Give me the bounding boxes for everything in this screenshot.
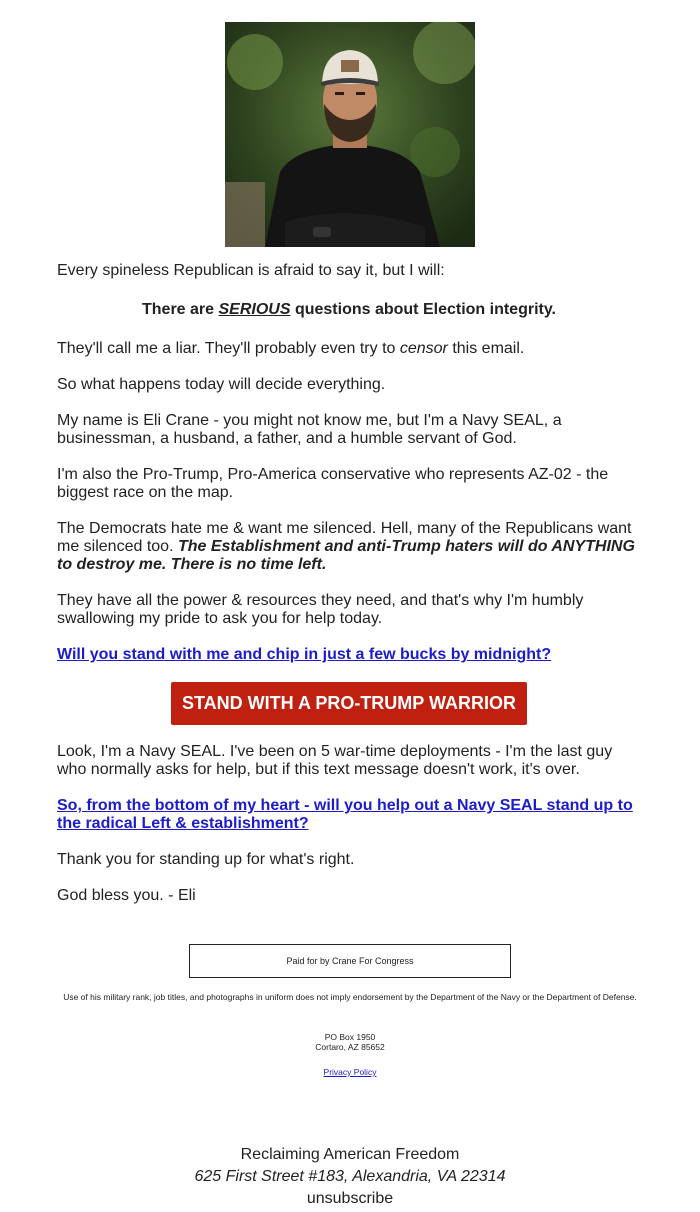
paragraph-az02: I'm also the Pro-Trump, Pro-America conservative who represents AZ-02 - the biggest race on the map. <box>57 466 609 501</box>
paragraph-today: So what happens today will decide everything. <box>57 376 386 393</box>
privacy-policy-link[interactable]: Privacy Policy <box>323 1067 377 1077</box>
paragraph-navy-seal: Look, I'm a Navy SEAL. I've been on 5 war-time deployments - I'm the last guy who normally asks for help, but if this text message doesn't work, it's over. <box>57 743 613 778</box>
candidate-portrait-illustration <box>225 22 475 247</box>
donate-link-2[interactable]: So, from the bottom of my heart - will you help out a Navy SEAL stand up to the radical Left & establishment? <box>57 797 633 832</box>
footer-unsubscribe-wrap <box>0 1190 700 1208</box>
paragraph-intro-eli: My name is Eli Crane - you might not know me, but I'm a Navy SEAL, a businessman, a husband, a father, and a humble servant of God. <box>57 412 562 447</box>
headline-before: There are <box>142 301 219 318</box>
unsubscribe-link[interactable]: unsubscribe <box>306 1190 394 1207</box>
paragraph-censor-after: this email. <box>447 340 525 357</box>
stand-with-warrior-button[interactable]: STAND WITH A PRO-TRUMP WARRIOR <box>171 682 527 725</box>
donate-link-1[interactable]: Will you stand with me and chip in just a few bucks by midnight? <box>57 646 552 663</box>
footer-org: Reclaiming American Freedom <box>240 1146 460 1163</box>
cta-wrap <box>57 682 641 725</box>
paid-for-text: Paid for by Crane For Congress <box>286 956 414 966</box>
paragraph-censor-before: They'll call me a liar. They'll probably even try to <box>57 340 400 357</box>
footer-address: 625 First Street #183, Alexandria, VA 22314 <box>194 1168 506 1185</box>
signoff: God bless you. - Eli <box>57 887 196 904</box>
paragraph-democrats-text: The Democrats hate me & want me silenced. Hell, many of the Republicans want me silenced too. <box>57 520 632 555</box>
donate-link-1-wrap <box>57 646 641 664</box>
headline-emphasis: SERIOUS <box>218 301 291 318</box>
mailing-address <box>250 1032 450 1052</box>
paid-for-box <box>189 944 511 978</box>
censor-italic: censor <box>399 340 448 357</box>
city-state-zip: Cortaro, AZ 85652 <box>315 1042 385 1052</box>
paragraph-democrats <box>57 520 641 574</box>
privacy-wrap <box>250 1067 450 1077</box>
paragraph-censor <box>57 340 641 358</box>
military-disclaimer: Use of his military rank, job titles, and photographs in uniform does not imply endorsement by the Department of the Navy or the Department of Defense. <box>63 992 637 1002</box>
headline-after: questions about Election integrity. <box>290 301 556 318</box>
intro-text: Every spineless Republican is afraid to say it, but I will: <box>57 262 445 279</box>
po-box: PO Box 1950 <box>324 1032 376 1042</box>
paragraph-thanks: Thank you for standing up for what's right. <box>57 851 355 868</box>
headline <box>57 301 641 319</box>
establishment-warning: The Establishment and anti-Trump haters will do ANYTHING to destroy me. There is no time left. <box>57 538 635 573</box>
email-body <box>57 262 641 905</box>
donate-link-2-wrap <box>57 797 641 833</box>
paragraph-resources: They have all the power & resources they need, and that's why I'm humbly swallowing my pride to ask you for help today. <box>57 592 584 627</box>
candidate-photo <box>225 22 475 247</box>
